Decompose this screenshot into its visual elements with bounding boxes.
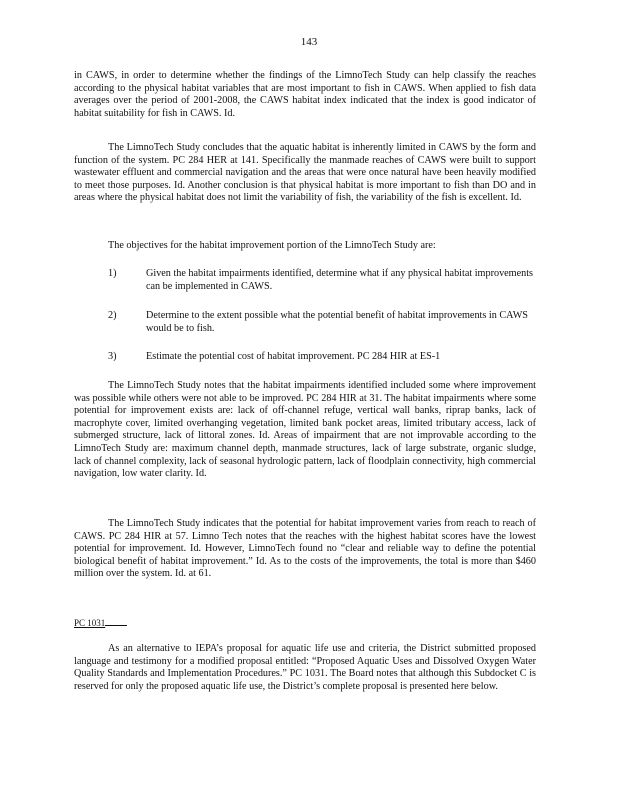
paragraph-habitat-index: in CAWS, in order to determine whether the findings of the LimnoTech Study can help classify the reaches according to the physical habitat variables that are most important to fish in CAWS. When applied to fish data averages over the period of 2001-2008, the CAWS habitat index indicated that the index is good indicator of habitat suitability for fish in CAWS. Id. — [74, 70, 536, 119]
paragraph-district-proposal: As an alternative to IEPA’s proposal for aquatic life use and criteria, the District submitted proposed language and testimony for a modified proposal entitled: “Proposed Aquatic Uses and Dissolved Oxygen Water Quality Standards and Implementation Procedures.” PC 1031. The Board notes that although this Subdocket C is reserved for only the proposed aquatic life use, the District’s complete proposal is presented here below. — [74, 643, 536, 692]
objective-number: 1) — [108, 268, 117, 279]
heading-underline — [105, 617, 127, 626]
objective-number: 3) — [108, 351, 117, 362]
paragraph-habitat-impairments: The LimnoTech Study notes that the habitat impairments identified included some where improvement was possible while others were not able to be improved. PC 284 HIR at 31. The habitat impairments where some potential for improvement exists are: lack of off-channel refuge, vertical wall banks, riprap banks, lack of macrophyte cover, limited overhanging vegetation, limited bank pocket areas, limited tributary access, lack of submerged structure, lack of littoral zones. Id. Areas of impairment that are not improvable according to the LimnoTech Study are: maximum channel depth, manmade structures, lack of large substrate, organic sludge, lack of channel complexity, lack of seasonal hydrologic pattern, lack of floodplain connectivity, high commercial navigation, low water clarity. Id. — [74, 380, 536, 480]
objective-text: Given the habitat impairments identified, determine what if any physical habitat improvements can be implemented in CAWS. — [146, 268, 534, 292]
objective-text: Estimate the potential cost of habitat improvement. PC 284 HIR at ES-1 — [146, 351, 441, 362]
paragraph-objectives-intro: The objectives for the habitat improvement portion of the LimnoTech Study are: — [108, 240, 436, 251]
section-heading — [74, 617, 127, 629]
objective-text: Determine to the extent possible what the potential benefit of habitat improvements in CAWS would be to fish. — [146, 310, 528, 334]
objective-number: 2) — [108, 310, 117, 321]
section-heading-label: PC 1031 — [74, 618, 106, 628]
paragraph-improvement-potential: The LimnoTech Study indicates that the potential for habitat improvement varies from reach to reach of CAWS. PC 284 HIR at 57. Limno Tech notes that the reaches with the highest habitat scores have the lowest potential for improvement. Id. However, LimnoTech found no “clear and reliable way to define the potential biological benefit of habitat improvement.” Id. As to the costs of the improvements, the total is more than $460 million over the system. Id. at 61. — [74, 518, 536, 580]
paragraph-limnotech-conclusions: The LimnoTech Study concludes that the aquatic habitat is inherently limited in CAWS by the form and function of the system. PC 284 HER at 141. Specifically the manmade reaches of CAWS were built to support wastewater effluent and commercial navigation and the areas that were once natural have been heavily modified to meet those purposes. Id. Another conclusion is that physical habitat is more important to fish than DO and in areas where the physical habitat does not limit the variability of fish, the variability of the fish is excellent. Id. — [74, 142, 536, 204]
page-number: 143 — [300, 36, 318, 48]
